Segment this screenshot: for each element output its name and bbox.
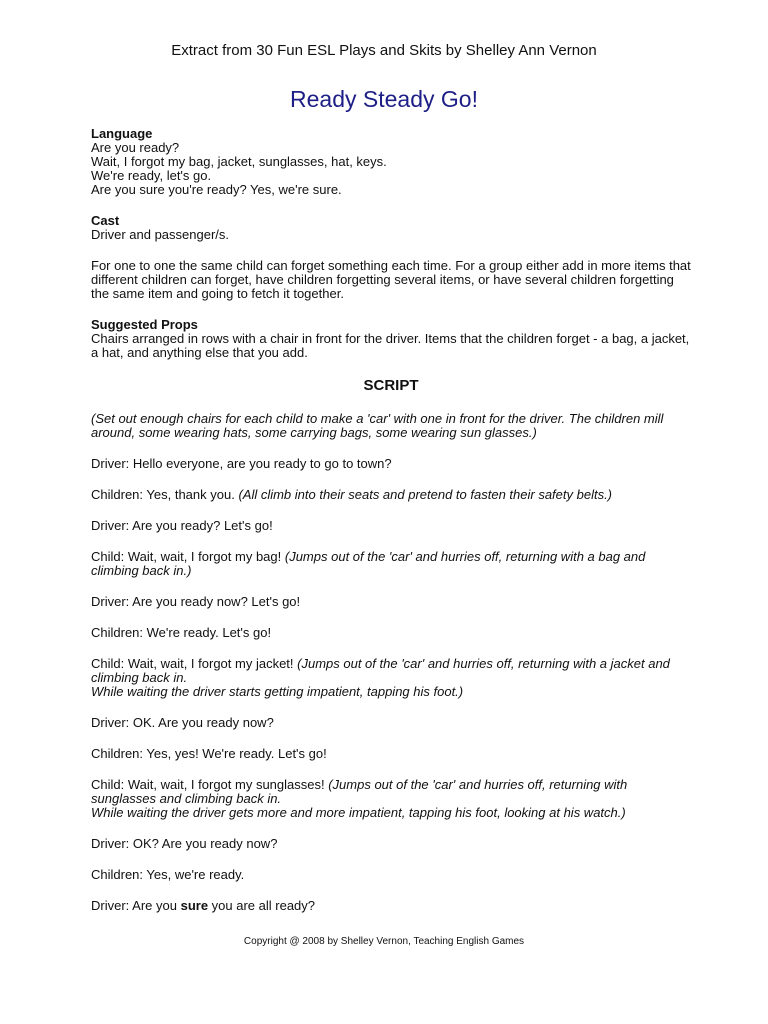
props-section (91, 318, 691, 360)
stage-direction: (Jumps out of the 'car' and hurries off, returning with a bag and climbing back in.) (91, 549, 646, 578)
props-text: Chairs arranged in rows with a chair in front for the driver. Items that the children forget - a bag, a jacket, a hat, and anything else that you add. (91, 331, 690, 360)
speech: Driver: Are you ready? Let's go! (91, 518, 273, 533)
language-line: Are you ready? (91, 140, 180, 155)
emphasis: sure (180, 898, 209, 913)
stage-direction: (Jumps out of the 'car' and hurries off, returning with a jacket and climbing back in. (91, 656, 670, 685)
dialogue-line (91, 488, 691, 502)
speech: Children: We're ready. Let's go! (91, 625, 272, 640)
dialogue-line (91, 899, 691, 913)
speech: Driver: OK. Are you ready now? (91, 715, 274, 730)
language-line: We're ready, let's go. (91, 168, 212, 183)
dialogue-line (91, 657, 691, 699)
document-body (91, 127, 691, 930)
speech: Driver: Hello everyone, are you ready to go to town? (91, 456, 392, 471)
speech: Child: Wait, wait, I forgot my bag! (91, 549, 285, 564)
stage-direction: (Jumps out of the 'car' and hurries off, returning with sunglasses and climbing back in. (91, 777, 628, 806)
document-header: Extract from 30 Fun ESL Plays and Skits by Shelley Ann Vernon (171, 42, 597, 59)
speech: you are all ready? (208, 898, 316, 913)
language-line: Are you sure you're ready? Yes, we're sure. (91, 182, 342, 197)
speech: Driver: OK? Are you ready now? (91, 836, 278, 851)
dialogue-line (91, 626, 691, 640)
speech: Children: Yes, we're ready. (91, 867, 245, 882)
cast-heading: Cast (91, 213, 120, 228)
play-title: Ready Steady Go! (290, 86, 478, 112)
speech: Children: Yes, yes! We're ready. Let's go! (91, 746, 327, 761)
dialogue-line (91, 837, 691, 851)
dialogue-line (91, 519, 691, 533)
stage-direction: (Set out enough chairs for each child to make a 'car' with one in front for the driver. The children mill around, some wearing hats, some carrying bags, some wearing sun glasses.) (91, 411, 664, 440)
script-heading: SCRIPT (363, 377, 419, 394)
language-heading: Language (91, 126, 153, 141)
dialogue-line (91, 868, 691, 882)
speech: Child: Wait, wait, I forgot my jacket! (91, 656, 298, 671)
language-section (91, 127, 691, 197)
language-line: Wait, I forgot my bag, jacket, sunglasses, hat, keys. (91, 154, 387, 169)
speech: Driver: Are you ready now? Let's go! (91, 594, 301, 609)
copyright-footer: Copyright @ 2008 by Shelley Vernon, Teaching English Games (243, 936, 525, 947)
dialogue-line (91, 550, 691, 578)
dialogue-line (91, 457, 691, 471)
dialogue-line (91, 716, 691, 730)
cast-text: Driver and passenger/s. (91, 227, 230, 242)
cast-section (91, 214, 691, 242)
speech: Children: Yes, thank you. (91, 487, 239, 502)
speech: Driver: Are you (91, 898, 181, 913)
stage-direction: While waiting the driver starts getting impatient, tapping his foot.) (91, 684, 464, 699)
dialogue-line (91, 747, 691, 761)
dialogue-line (91, 595, 691, 609)
group-note: For one to one the same child can forget something each time. For a group either add in more items that different children can forget, have children forgetting several items, or have several children forgetting the same item and going to fetch it together. (91, 258, 691, 301)
props-heading: Suggested Props (91, 317, 198, 332)
dialogue-line (91, 778, 691, 820)
stage-direction: (All climb into their seats and pretend to fasten their safety belts.) (238, 487, 613, 502)
stage-direction: While waiting the driver gets more and more impatient, tapping his foot, looking at his watch.) (91, 805, 626, 820)
speech: Child: Wait, wait, I forgot my sunglasses! (91, 777, 329, 792)
